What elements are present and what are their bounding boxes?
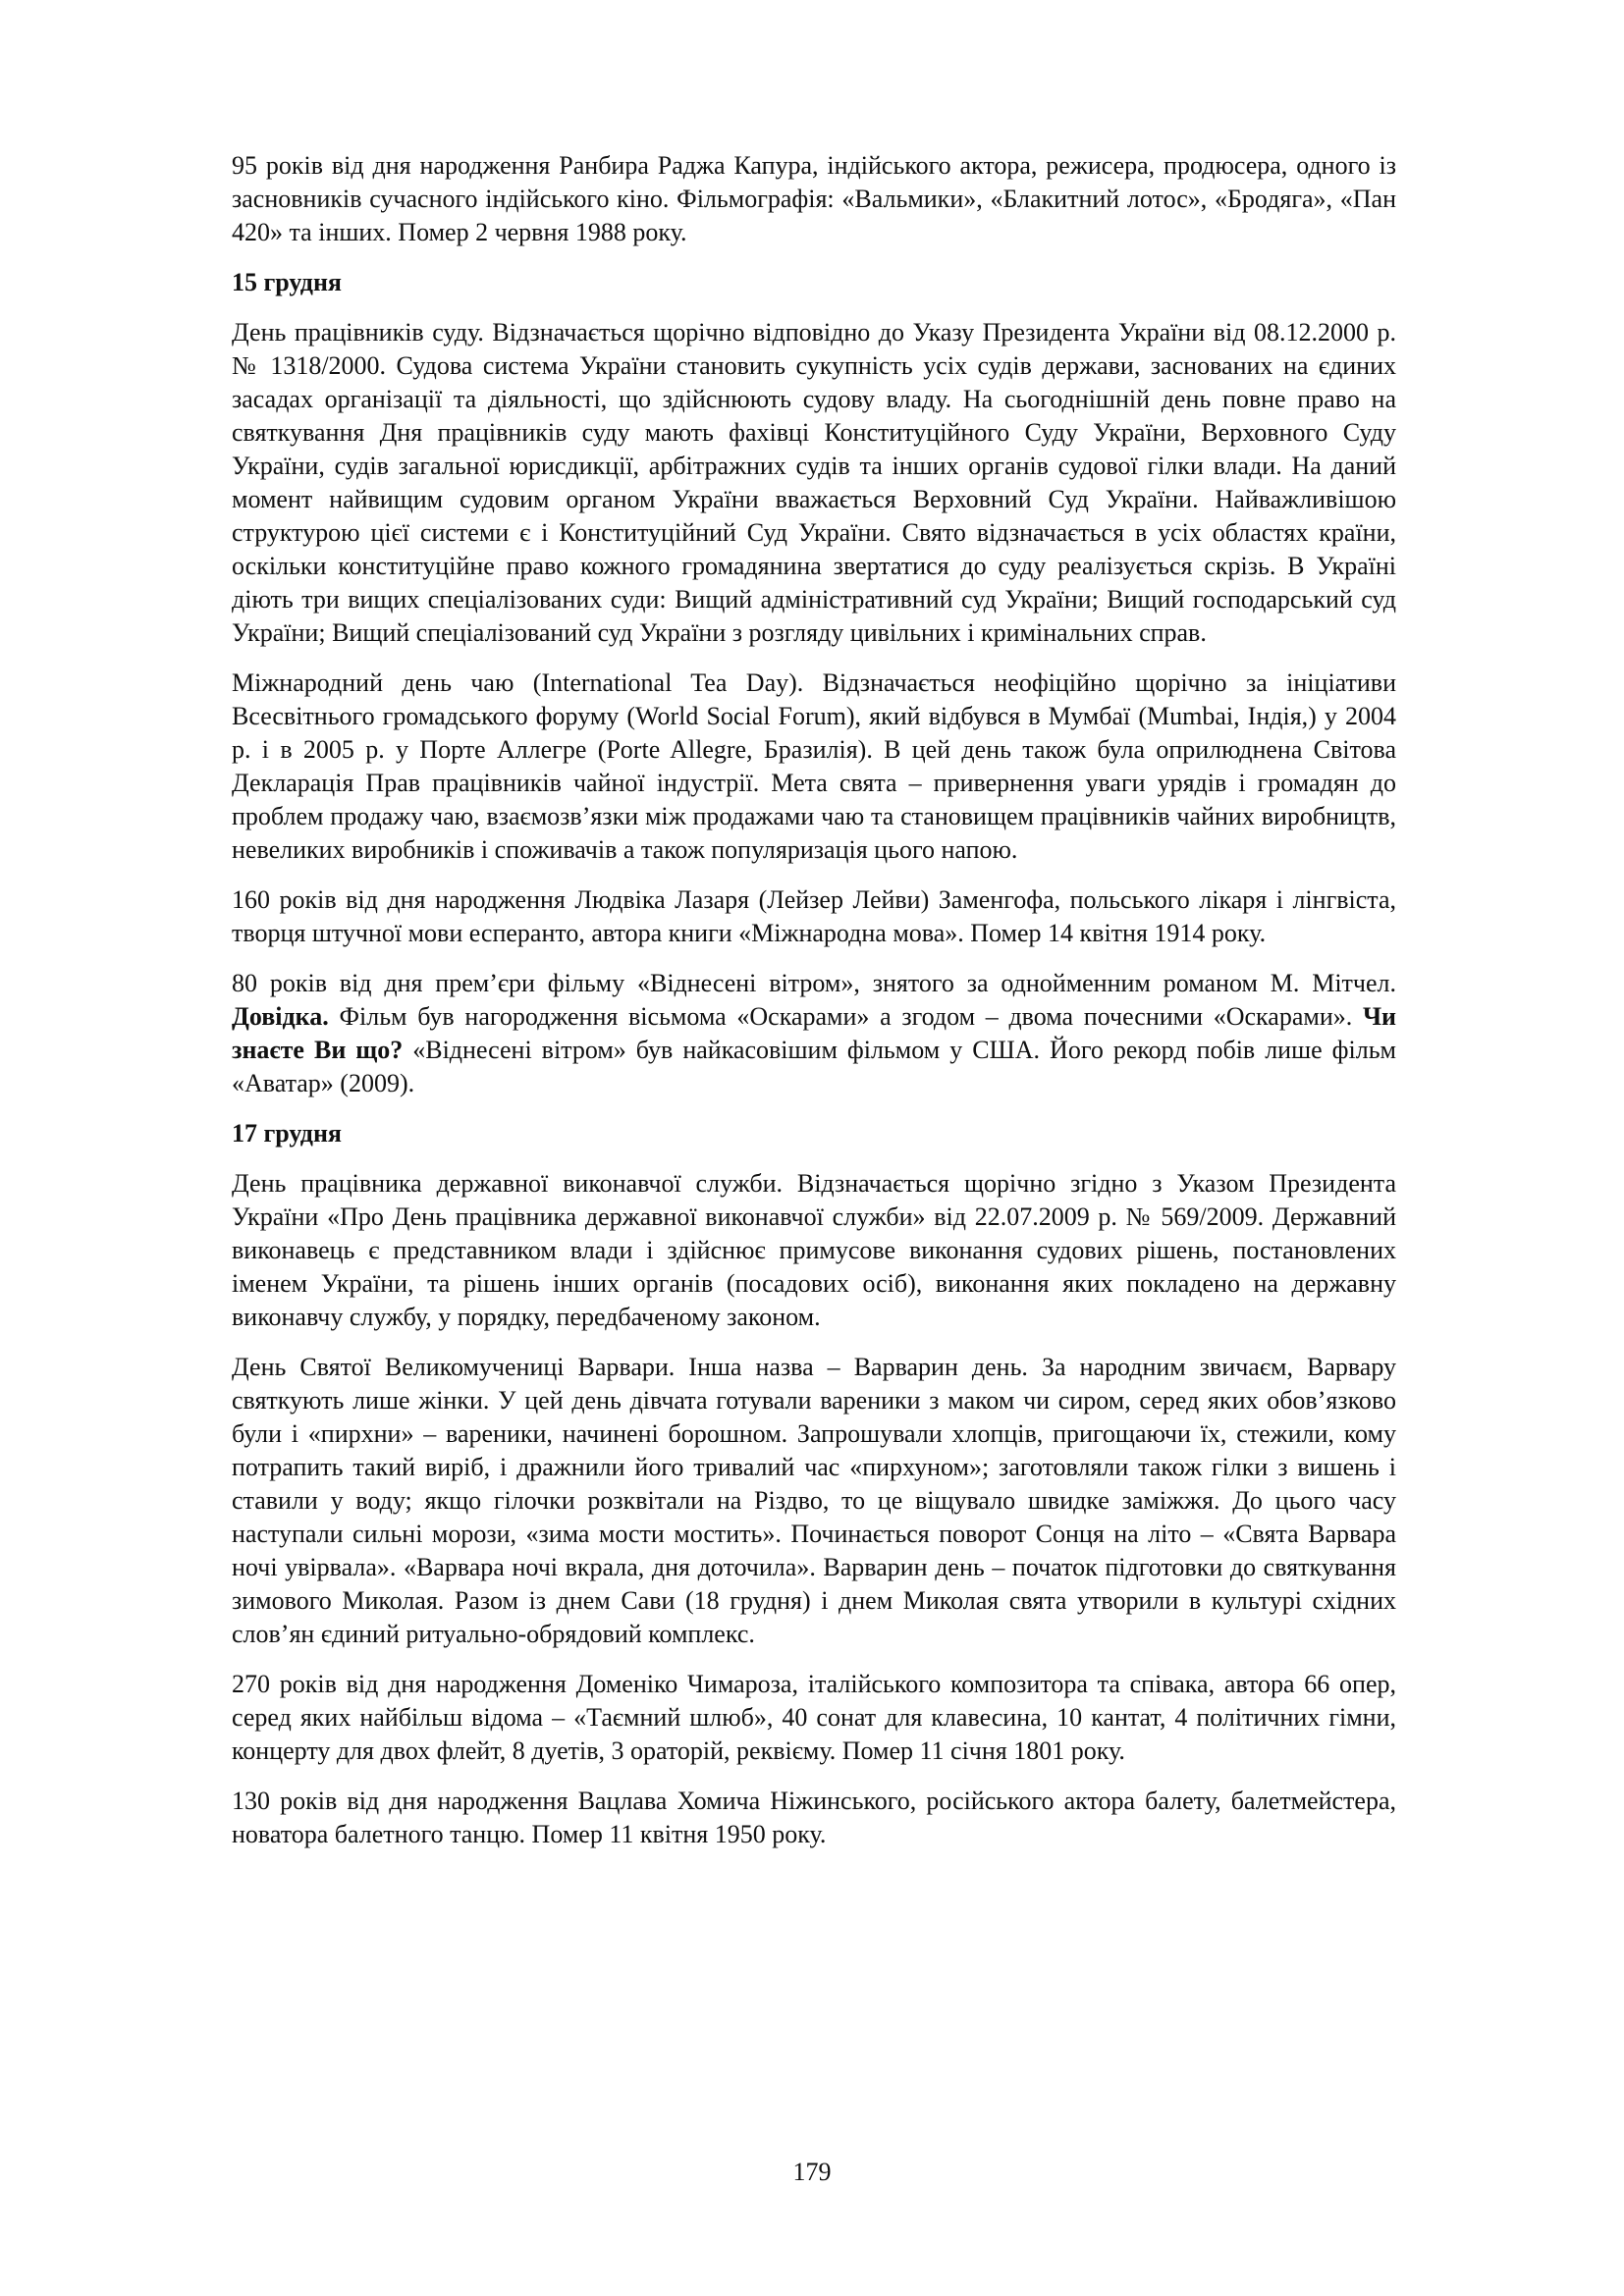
date-heading-december-15: 15 грудня xyxy=(232,268,342,296)
page-body xyxy=(232,149,1396,1868)
gone-with-the-wind-oscars: Фільм був нагородження вісьмома «Оскарами» а згодом – двома почесними «Оскарами». xyxy=(328,1002,1363,1031)
paragraph-cimarosa: 270 років від дня народження Доменіко Чимароза, італійського композитора та співака, автора 66 опер, серед яких найбільш відома – «Таємний шлюб», 40 сонат для клавесина, 10 кантат, 4 політичних гімни, концерту для двох флейт, 8 дуетів, 3 ораторій, реквієму. Помер 11 січня 1801 року. xyxy=(232,1670,1396,1765)
reference-label: Довідка. xyxy=(232,1002,329,1031)
paragraph-international-tea-day: Міжнародний день чаю (International Tea Day). Відзначається неофіційно щорічно за ініціативи Всесвітнього громадського форуму (World Social Forum), який відбувся в Мумбаї (Mumbai, Індія,) у 2004 р. і в 2005 р. у Порте Аллегре (Porte Allegre, Бразилія). В цей день також була оприлюднена Світова Декларація Прав працівників чайної індустрії. Мета свята – привернення уваги урядів і громадян до проблем продажу чаю, взаємозв’язки між продажами чаю та становищем працівників чайних виробництв, невеликих виробників і споживачів а також популяризація цього напою. xyxy=(232,668,1396,864)
paragraph-nijinsky: 130 років від дня народження Вацлава Хомича Ніжинського, російського актора балету, балетмейстера, новатора балетного танцю. Помер 11 квітня 1950 року. xyxy=(232,1787,1396,1848)
paragraph-gone-with-the-wind xyxy=(232,967,1396,1100)
gone-with-the-wind-intro: 80 років від дня прем’єри фільму «Віднесені вітром», знятого за однойменним романом М. Мітчел. xyxy=(232,969,1396,997)
paragraph-raj-kapoor: 95 років від дня народження Ранбира Раджа Капура, індійського актора, режисера, продюсера, одного із засновників сучасного індійського кіно. Фільмографія: «Вальмики», «Блакитний лотос», «Бродяга», «Пан 420» та інших. Помер 2 червня 1988 року. xyxy=(232,151,1396,246)
gone-with-the-wind-box-office: «Віднесені вітром» був найкасовішим фільмом у США. Його рекорд побів лише фільм «Аватар» (2009). xyxy=(232,1036,1397,1097)
paragraph-zamenhof: 160 років від дня народження Людвіка Лазаря (Лейзер Лейви) Заменгофа, польського лікаря і лінгвіста, творця штучної мови есперанто, автора книги «Міжнародна мова». Помер 14 квітня 1914 року. xyxy=(232,885,1396,947)
date-heading-december-17: 17 грудня xyxy=(232,1119,342,1148)
page-number: 179 xyxy=(792,2158,832,2186)
paragraph-state-enforcement-service-day: День працівника державної виконавчої служби. Відзначається щорічно згідно з Указом Президента України «Про День працівника державної виконавчої служби» від 22.07.2009 р. № 569/2009. Державний виконавець є представником влади і здійснює примусове виконання судових рішень, постановлених іменем України, та рішень інших органів (посадових осіб), виконання яких покладено на державну виконавчу службу, у порядку, передбаченому законом. xyxy=(232,1169,1396,1331)
paragraph-court-workers-day: День працівників суду. Відзначається щорічно відповідно до Указу Президента України від 08.12.2000 р. № 1318/2000. Судова система України становить сукупність усіх судів держави, заснованих на єдиних засадах організації та діяльності, що здійснюють судову владу. На сьогоднішній день повне право на святкування Дня працівників суду мають фахівці Конституційного Суду України, Верховного Суду України, судів загальної юрисдикції, арбітражних судів та інших органів судової гілки влади. На даний момент найвищим судовим органом України вважається Верховний Суд України. Найважливішою структурою цієї системи є і Конституційний Суд України. Свято відзначається в усіх областях країни, оскільки конституційне право кожного громадянина звертатися до суду реалізується скрізь. В Україні діють три вищих спеціалізованих суди: Вищий адміністративний суд України; Вищий господарський суд України; Вищий спеціалізований суд України з розгляду цивільних і кримінальних справ. xyxy=(232,318,1396,647)
paragraph-saint-barbara-day: День Святої Великомучениці Варвари. Інша назва – Варварин день. За народним звичаєм, Варвару святкують лише жінки. У цей день дівчата готували вареники з маком чи сиром, серед яких обов’язково були і «пирхни» – вареники, начинені борошном. Запрошували хлопців, пригощаючи їх, стежили, кому потрапить такий виріб, і дражнили його тривалий час «пирхуном»; заготовляли також гілки з вишень і ставили у воду; якщо гілочки розквітали на Різдво, то це віщувало швидке заміжжя. До цього часу наступали сильні морози, «зима мости мостить». Починається поворот Сонця на літо – «Свята Варвара ночі увірвала». «Варвара ночі вкрала, дня доточила». Варварин день – початок підготовки до святкування зимового Миколая. Разом із днем Сави (18 грудня) і днем Миколая свята утворили в культурі східних слов’ян єдиний ритуально-обрядовий комплекс. xyxy=(232,1353,1396,1648)
did-you-know-label: Чи знаєте Ви що? xyxy=(232,1002,1396,1064)
